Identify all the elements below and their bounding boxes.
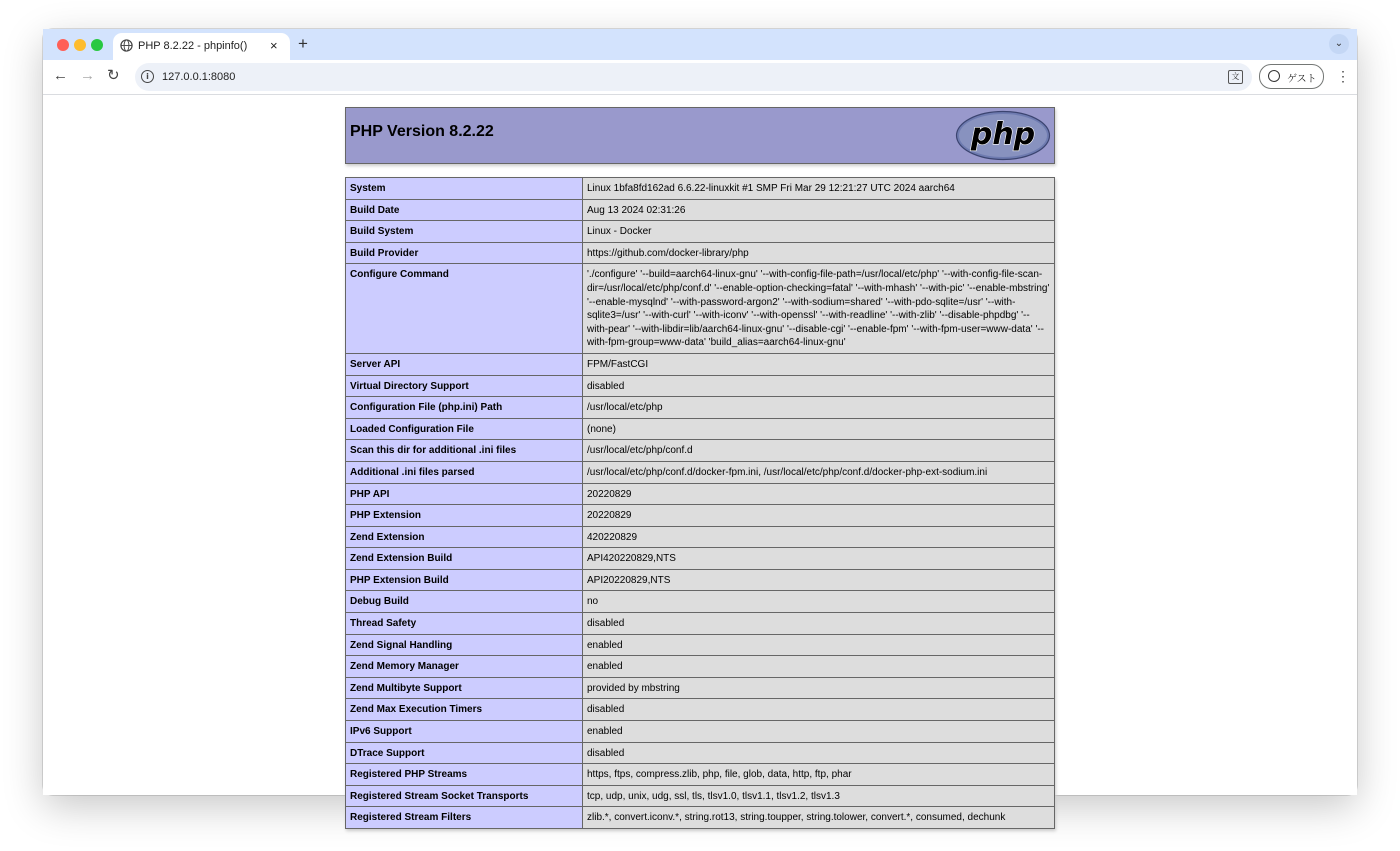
- info-table: [345, 177, 1055, 829]
- row-value: 20220829: [583, 483, 1055, 505]
- more-menu-icon[interactable]: ⋮: [1336, 68, 1350, 84]
- row-value: https://github.com/docker-library/php: [583, 242, 1055, 264]
- row-key: Additional .ini files parsed: [346, 461, 583, 483]
- row-key: Registered Stream Filters: [346, 807, 583, 829]
- close-window-button[interactable]: [57, 39, 69, 51]
- table-row: [346, 242, 1055, 264]
- row-key: Build Provider: [346, 242, 583, 264]
- row-key: Zend Multibyte Support: [346, 677, 583, 699]
- table-row: [346, 656, 1055, 678]
- row-value: enabled: [583, 721, 1055, 743]
- row-value: API420220829,NTS: [583, 548, 1055, 570]
- table-row: [346, 221, 1055, 243]
- row-key: Zend Extension Build: [346, 548, 583, 570]
- browser-window: [43, 29, 1357, 824]
- row-key: DTrace Support: [346, 742, 583, 764]
- table-row: [346, 591, 1055, 613]
- table-row: [346, 742, 1055, 764]
- table-row: [346, 721, 1055, 743]
- browser-toolbar: [43, 60, 1357, 95]
- table-row: [346, 199, 1055, 221]
- guest-label: ゲスト: [1287, 74, 1317, 85]
- table-row: [346, 397, 1055, 419]
- table-row: [346, 569, 1055, 591]
- row-value: disabled: [583, 742, 1055, 764]
- row-key: PHP Extension Build: [346, 569, 583, 591]
- row-value: './configure' '--build=aarch64-linux-gnu' '--with-config-file-path=/usr/local/etc/php' '--with-config-file-scan-dir=/usr/local/etc/php/conf.d' '--enable-option-checking=fatal' '--with-mhash' '--with-pic' '--enable-mbstring' '--enable-mysqlnd' '--with-password-argon2' '--with-sodium=shared' '--with-pdo-sqlite=/usr' '--with-sqlite3=/usr' '--with-curl' '--with-iconv' '--with-openssl' '--with-readline' '--with-zlib' '--disable-phpdbg' '--with-pear' '--with-libdir=lib/aarch64-linux-gnu' '--disable-cgi' '--enable-fpm' '--with-fpm-user=www-data' '--with-fpm-group=www-data' 'build_alias=aarch64-linux-gnu': [583, 264, 1055, 354]
- row-value: Aug 13 2024 02:31:26: [583, 199, 1055, 221]
- row-key: Scan this dir for additional .ini files: [346, 440, 583, 462]
- maximize-window-button[interactable]: [91, 39, 103, 51]
- profile-icon: [1268, 70, 1280, 82]
- row-value: /usr/local/etc/php: [583, 397, 1055, 419]
- row-key: Build System: [346, 221, 583, 243]
- address-bar[interactable]: [135, 63, 1252, 91]
- row-key: Thread Safety: [346, 613, 583, 635]
- table-row: [346, 526, 1055, 548]
- row-value: /usr/local/etc/php/conf.d: [583, 440, 1055, 462]
- row-value: provided by mbstring: [583, 677, 1055, 699]
- row-key: Zend Memory Manager: [346, 656, 583, 678]
- back-arrow-icon[interactable]: ←: [53, 67, 68, 84]
- row-value: enabled: [583, 634, 1055, 656]
- row-value: disabled: [583, 375, 1055, 397]
- new-tab-button[interactable]: +: [298, 34, 308, 53]
- table-row: [346, 785, 1055, 807]
- translate-icon[interactable]: 文: [1228, 70, 1243, 84]
- php-logo: [955, 110, 1051, 161]
- row-value: Linux 1bfa8fd162ad 6.6.22-linuxkit #1 SMP Fri Mar 29 12:21:27 UTC 2024 aarch64: [583, 178, 1055, 200]
- table-row: [346, 677, 1055, 699]
- tab-title: PHP 8.2.22 - phpinfo(): [138, 40, 248, 52]
- tab-strip: [43, 29, 1357, 60]
- table-row: [346, 440, 1055, 462]
- table-row: [346, 764, 1055, 786]
- table-row: [346, 461, 1055, 483]
- table-row: [346, 418, 1055, 440]
- url-text[interactable]: 127.0.0.1:8080: [162, 71, 236, 83]
- page-content: [43, 95, 1357, 824]
- row-key: Registered Stream Socket Transports: [346, 785, 583, 807]
- row-key: PHP Extension: [346, 505, 583, 527]
- row-value: FPM/FastCGI: [583, 353, 1055, 375]
- table-row: [346, 699, 1055, 721]
- row-key: Build Date: [346, 199, 583, 221]
- row-key: Server API: [346, 353, 583, 375]
- table-row: [346, 807, 1055, 829]
- row-value: zlib.*, convert.iconv.*, string.rot13, string.toupper, string.tolower, convert.*, consumed, dechunk: [583, 807, 1055, 829]
- row-key: Configuration File (php.ini) Path: [346, 397, 583, 419]
- guest-profile-button[interactable]: [1259, 64, 1324, 89]
- row-key: Configure Command: [346, 264, 583, 354]
- globe-icon: [120, 39, 133, 52]
- table-row: [346, 353, 1055, 375]
- row-key: Loaded Configuration File: [346, 418, 583, 440]
- row-key: Zend Signal Handling: [346, 634, 583, 656]
- row-key: Zend Max Execution Timers: [346, 699, 583, 721]
- reload-icon[interactable]: ↻: [107, 67, 120, 84]
- row-value: API20220829,NTS: [583, 569, 1055, 591]
- row-key: IPv6 Support: [346, 721, 583, 743]
- row-value: Linux - Docker: [583, 221, 1055, 243]
- table-row: [346, 178, 1055, 200]
- row-key: Registered PHP Streams: [346, 764, 583, 786]
- row-value: 420220829: [583, 526, 1055, 548]
- tab-search-chevron-icon[interactable]: ⌄: [1329, 34, 1349, 54]
- tab-phpinfo[interactable]: [113, 33, 290, 60]
- row-value: disabled: [583, 699, 1055, 721]
- table-row: [346, 505, 1055, 527]
- phpinfo-header: [345, 107, 1055, 164]
- row-value: no: [583, 591, 1055, 613]
- row-value: /usr/local/etc/php/conf.d/docker-fpm.ini, /usr/local/etc/php/conf.d/docker-php-ext-sodium.ini: [583, 461, 1055, 483]
- table-row: [346, 264, 1055, 354]
- row-key: Zend Extension: [346, 526, 583, 548]
- row-value: (none): [583, 418, 1055, 440]
- table-row: [346, 483, 1055, 505]
- php-logo-text: php: [970, 117, 1036, 152]
- row-key: Virtual Directory Support: [346, 375, 583, 397]
- table-row: [346, 634, 1055, 656]
- forward-arrow-icon[interactable]: →: [80, 67, 95, 84]
- phpinfo-container: [345, 107, 1055, 829]
- row-key: Debug Build: [346, 591, 583, 613]
- table-row: [346, 548, 1055, 570]
- page-title: PHP Version 8.2.22: [350, 123, 494, 140]
- row-key: PHP API: [346, 483, 583, 505]
- close-tab-icon[interactable]: ×: [270, 38, 278, 53]
- row-value: disabled: [583, 613, 1055, 635]
- row-value: tcp, udp, unix, udg, ssl, tls, tlsv1.0, tlsv1.1, tlsv1.2, tlsv1.3: [583, 785, 1055, 807]
- minimize-window-button[interactable]: [74, 39, 86, 51]
- row-value: 20220829: [583, 505, 1055, 527]
- row-value: https, ftps, compress.zlib, php, file, glob, data, http, ftp, phar: [583, 764, 1055, 786]
- site-info-icon[interactable]: i: [141, 70, 154, 83]
- table-row: [346, 375, 1055, 397]
- row-value: enabled: [583, 656, 1055, 678]
- table-row: [346, 613, 1055, 635]
- row-key: System: [346, 178, 583, 200]
